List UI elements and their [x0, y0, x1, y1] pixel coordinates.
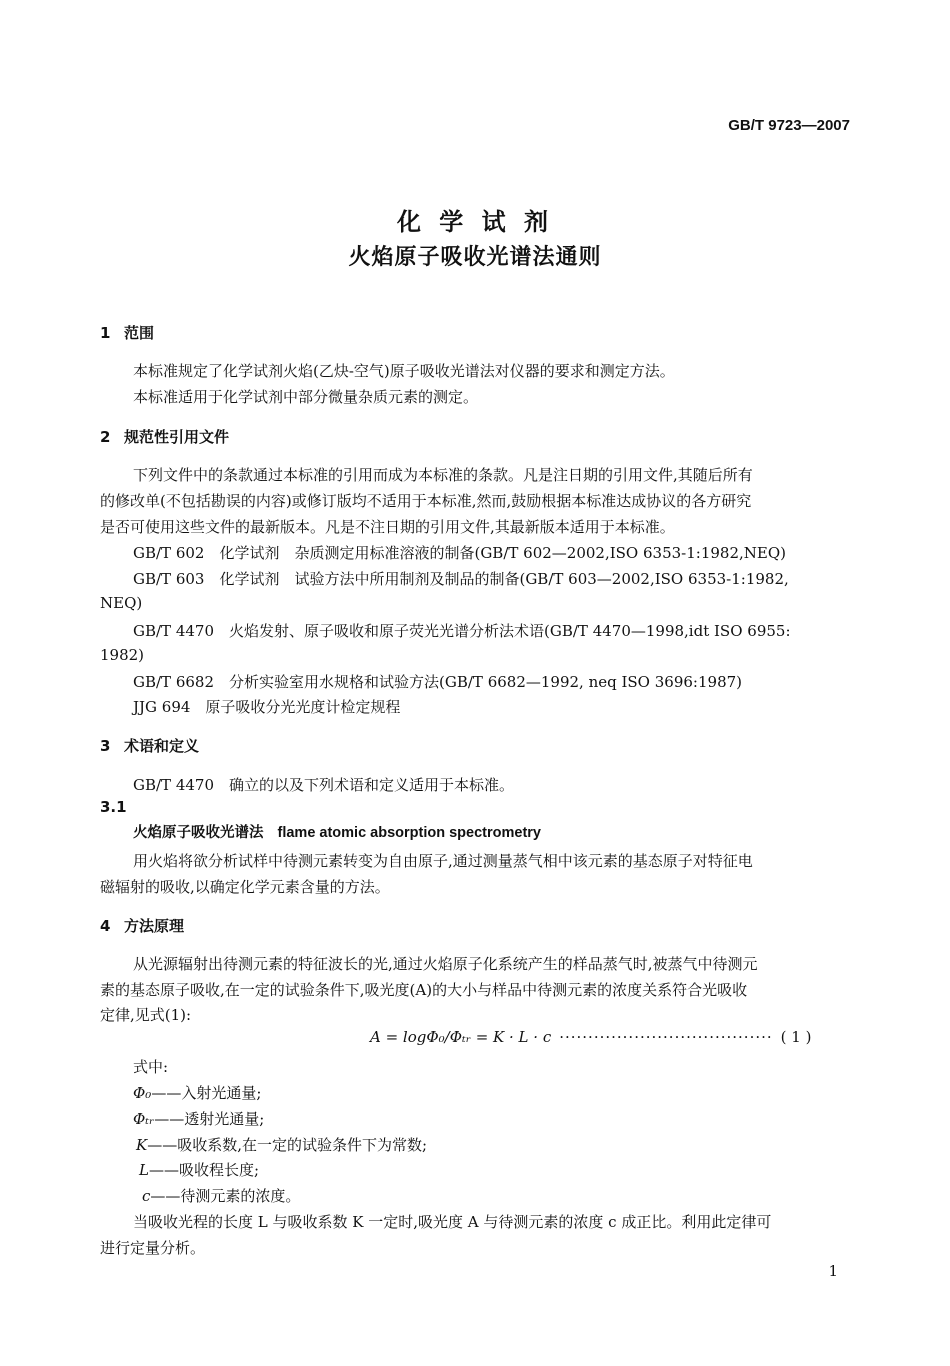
page-number: 1 — [828, 1262, 838, 1280]
equation-number: ( 1 ) — [780, 1028, 812, 1046]
section-number: 1 — [100, 324, 111, 342]
symbol: L — [139, 1161, 149, 1179]
symbol-description: ——吸收程长度; — [148, 1161, 260, 1179]
where-label: 式中: — [133, 1058, 169, 1076]
section-2-heading — [100, 426, 229, 447]
document-title: 化 学 试 剂 — [396, 208, 554, 236]
section-3-heading — [100, 735, 199, 756]
section-number: 3 — [100, 737, 111, 755]
term-english: flame atomic absorption spectrometry — [277, 825, 541, 841]
section-4-heading — [100, 915, 184, 936]
equation-1 — [370, 1028, 811, 1046]
symbol-description: ——吸收系数,在一定的试验条件下为常数; — [147, 1136, 428, 1154]
symbol-definition — [139, 1159, 259, 1180]
paragraph: GB/T 4470 确立的以及下列术语和定义适用于本标准。 — [133, 776, 515, 794]
reference-gbt4470-cont: 1982) — [100, 646, 145, 664]
subsection-number: 3.1 — [100, 798, 127, 816]
paragraph-line: 定律,见式(1): — [100, 1006, 192, 1024]
equation-formula: A = logΦ₀/Φₜᵣ = K · L · c — [370, 1028, 552, 1046]
symbol-description: ——入射光通量; — [151, 1084, 262, 1102]
section-number: 2 — [100, 428, 111, 446]
reference-gbt602: GB/T 602 化学试剂 杂质测定用标准溶液的制备(GB/T 602—2002,ISO 6353-1:1982,NEQ) — [133, 544, 786, 562]
reference-gbt4470: GB/T 4470 火焰发射、原子吸收和原子荧光光谱分析法术语(GB/T 4470—1998,idt ISO 6955: — [133, 622, 791, 640]
paragraph-line: 的修改单(不包括勘误的内容)或修订版均不适用于本标准,然而,鼓励根据本标准达成协议的各方研究 — [100, 492, 752, 510]
paragraph-line: 从光源辐射出待测元素的特征波长的光,通过火焰原子化系统产生的样品蒸气时,被蒸气中待测元 — [133, 955, 758, 973]
document-subtitle: 火焰原子吸收光谱法通则 — [348, 245, 602, 270]
symbol: Φₜᵣ — [133, 1110, 155, 1128]
symbol-definition — [133, 1108, 264, 1129]
symbol-definition — [133, 1082, 261, 1103]
section-title: 术语和定义 — [124, 737, 200, 755]
term-chinese: 火焰原子吸收光谱法 — [133, 825, 264, 841]
symbol: Φ₀ — [133, 1084, 152, 1102]
section-number: 4 — [100, 917, 111, 935]
paragraph-line: 进行定量分析。 — [100, 1239, 206, 1257]
paragraph-line: 是否可使用这些文件的最新版本。凡是不注日期的引用文件,其最新版本适用于本标准。 — [100, 518, 675, 536]
definition-line: 用火焰将欲分析试样中待测元素转变为自由原子,通过测量蒸气相中该元素的基态原子对特征电 — [133, 852, 753, 870]
reference-gbt6682: GB/T 6682 分析实验室用水规格和试验方法(GB/T 6682—1992, neq ISO 3696:1987) — [133, 673, 743, 691]
paragraph-line: 下列文件中的条款通过本标准的引用而成为本标准的条款。凡是注日期的引用文件,其随后所有 — [133, 466, 753, 484]
symbol-definition — [136, 1134, 427, 1155]
paragraph: 本标准规定了化学试剂火焰(乙炔-空气)原子吸收光谱法对仪器的要求和测定方法。 — [133, 362, 675, 380]
reference-jjg694: JJG 694 原子吸收分光光度计检定规程 — [133, 698, 401, 716]
symbol-description: ——待测元素的浓度。 — [150, 1187, 301, 1205]
section-1-heading — [100, 322, 154, 343]
section-title: 方法原理 — [124, 917, 185, 935]
symbol: c — [142, 1187, 151, 1205]
reference-gbt603-cont: NEQ) — [100, 594, 143, 612]
term-entry — [133, 821, 541, 842]
paragraph: 本标准适用于化学试剂中部分微量杂质元素的测定。 — [133, 388, 479, 406]
paragraph-line: 当吸收光程的长度 L 与吸收系数 K 一定时,吸光度 A 与待测元素的浓度 c 成正比。利用此定律可 — [133, 1213, 772, 1231]
equation-leader-dots: ····································· — [559, 1028, 773, 1046]
standard-number: GB/T 9723—2007 — [728, 117, 850, 134]
definition-line: 磁辐射的吸收,以确定化学元素含量的方法。 — [100, 878, 390, 896]
reference-gbt603: GB/T 603 化学试剂 试验方法中所用制剂及制品的制备(GB/T 603—2002,ISO 6353-1:1982, — [133, 570, 789, 588]
paragraph-line: 素的基态原子吸收,在一定的试验条件下,吸光度(A)的大小与样品中待测元素的浓度关系符合光吸收 — [100, 981, 748, 999]
symbol-description: ——透射光通量; — [154, 1110, 265, 1128]
symbol-definition — [142, 1185, 300, 1206]
symbol: K — [136, 1136, 148, 1154]
section-title: 范围 — [124, 324, 155, 342]
section-title: 规范性引用文件 — [124, 428, 230, 446]
